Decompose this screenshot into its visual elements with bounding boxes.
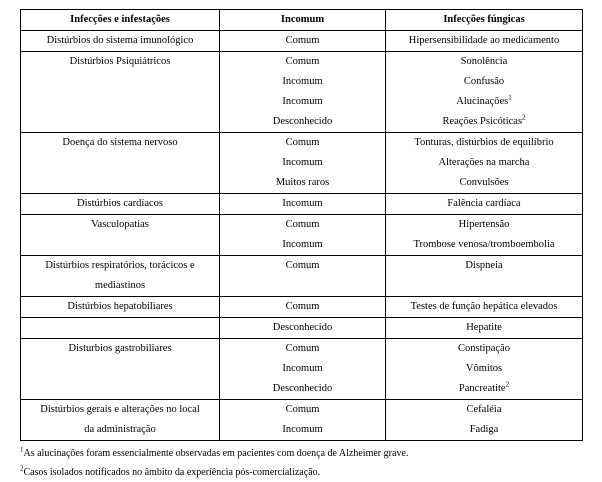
category-text: Disturbios gastrobiliares [68, 343, 172, 354]
category-cell [21, 194, 220, 215]
reaction-line [389, 112, 579, 132]
reaction-text: Sonolência [460, 56, 508, 67]
footnote-ref: 2 [522, 113, 526, 122]
category-text: Distúrbios hepatobiliares [67, 301, 173, 312]
frequency-text: Desconhecido [272, 383, 333, 394]
table-header-row [21, 10, 583, 31]
category-text: mediastinos [94, 280, 146, 291]
reaction-text: Convulsões [459, 177, 509, 188]
frequency-text: Incomum [282, 424, 323, 435]
reaction-text: Reações Psicóticas [442, 116, 523, 127]
table-row [21, 339, 583, 400]
category-text: Distúrbios cardíacos [76, 198, 164, 209]
frequency-text: Incomum [282, 198, 323, 209]
table-body [21, 31, 583, 441]
reaction-line [389, 173, 579, 193]
footnote-marker: 2 [20, 464, 24, 473]
frequency-text: Comum [285, 219, 320, 230]
reaction-text: Alterações na marcha [438, 157, 530, 168]
reaction-cell [386, 52, 583, 133]
category-cell [21, 256, 220, 297]
reaction-line [389, 379, 579, 399]
frequency-text: Incomum [282, 363, 323, 374]
category-text: Vasculopatias [91, 219, 149, 230]
footnote-marker: 1 [20, 445, 24, 454]
frequency-cell [220, 133, 386, 194]
category-cell [21, 31, 220, 52]
reaction-line [389, 297, 579, 317]
adverse-reactions-table [20, 9, 583, 441]
category-text: Distúrbios gerais e alterações no local [40, 404, 200, 415]
reaction-cell [386, 31, 583, 52]
frequency-cell [220, 215, 386, 256]
reaction-text: Vômitos [465, 363, 503, 374]
frequency-cell [220, 297, 386, 318]
reaction-line [389, 153, 579, 173]
frequency-text: Muitos raros [275, 177, 330, 188]
table-row [21, 215, 583, 256]
frequency-text: Comum [285, 56, 320, 67]
frequency-cell [220, 256, 386, 297]
frequency-text: Comum [285, 343, 320, 354]
reaction-text: Testes de função hepática elevados [410, 301, 558, 312]
reaction-text: Dispneia [465, 260, 503, 271]
table-row [21, 318, 583, 339]
table-row [21, 133, 583, 194]
table-row [21, 52, 583, 133]
table-row [21, 256, 583, 297]
reaction-line [389, 133, 579, 153]
table-row [21, 297, 583, 318]
header-frequency: Incomum [220, 10, 386, 31]
category-text [24, 318, 216, 338]
reaction-line [389, 359, 579, 379]
reaction-cell [386, 133, 583, 194]
frequency-text: Incomum [282, 157, 323, 168]
frequency-text: Comum [285, 404, 320, 415]
category-text: Doença do sistema nervoso [62, 137, 178, 148]
reaction-cell [386, 215, 583, 256]
frequency-text: Incomum [282, 96, 323, 107]
reaction-line [389, 235, 579, 255]
frequency-cell [220, 194, 386, 215]
frequency-text: Comum [285, 301, 320, 312]
category-cell [21, 400, 220, 441]
table-row [21, 31, 583, 52]
reaction-text: Tonturas, distúrbios de equilíbrio [414, 137, 554, 148]
frequency-cell [220, 318, 386, 339]
reaction-cell [386, 318, 583, 339]
footnote-text: Casos isolados notificados no âmbito da experiência pós-comercialização. [23, 467, 321, 478]
footnote-ref: 2 [505, 380, 510, 389]
reaction-cell [386, 400, 583, 441]
reaction-line [389, 400, 579, 420]
frequency-text: Incomum [282, 239, 323, 250]
reaction-text: Hipersensibilidade ao medicamento [408, 35, 560, 46]
frequency-cell [220, 339, 386, 400]
reaction-line [389, 256, 579, 276]
reaction-line [389, 339, 579, 359]
footnotes [20, 444, 582, 482]
document [20, 9, 582, 482]
header-reaction: Infecções fúngicas [386, 10, 583, 31]
reaction-line [389, 92, 579, 112]
reaction-text: Alucinações [456, 96, 509, 107]
category-cell [21, 215, 220, 256]
frequency-text: Comum [285, 260, 320, 271]
reaction-cell [386, 297, 583, 318]
frequency-cell [220, 31, 386, 52]
category-text: Distúrbios do sistema imunológico [46, 35, 194, 46]
reaction-cell [386, 194, 583, 215]
frequency-cell [220, 52, 386, 133]
reaction-line [389, 52, 579, 72]
table-row [21, 400, 583, 441]
frequency-text: Desconhecido [272, 116, 333, 127]
reaction-text: Fadiga [469, 424, 499, 435]
frequency-cell [220, 400, 386, 441]
reaction-text: Hipertensão [458, 219, 510, 230]
category-cell [21, 339, 220, 400]
footnote-ref: 1 [508, 93, 512, 102]
footnote-1 [20, 444, 582, 463]
frequency-text: Comum [285, 35, 320, 46]
table-row [21, 194, 583, 215]
frequency-text: Incomum [282, 76, 323, 87]
reaction-text: Cefaléia [466, 404, 502, 415]
reaction-line [389, 31, 579, 51]
category-cell [21, 52, 220, 133]
reaction-text: Confusão [463, 76, 505, 87]
category-cell [21, 297, 220, 318]
reaction-cell [386, 256, 583, 297]
reaction-text: Hepatite [466, 322, 502, 333]
reaction-line [389, 318, 579, 338]
category-cell [21, 133, 220, 194]
reaction-cell [386, 339, 583, 400]
reaction-line [389, 215, 579, 235]
category-text: da administração [84, 424, 156, 435]
reaction-text: Pancreatite [458, 383, 506, 394]
reaction-line [389, 420, 579, 440]
reaction-line [389, 194, 579, 214]
frequency-text: Comum [285, 137, 320, 148]
frequency-text: Desconhecido [272, 322, 333, 333]
reaction-text: Trombose venosa/tromboembolia [413, 239, 555, 250]
footnote-2 [20, 463, 582, 482]
reaction-text: Constipação [458, 343, 510, 354]
reaction-text: Falência cardíaca [447, 198, 521, 209]
reaction-line [389, 72, 579, 92]
footnote-text: As alucinações foram essencialmente observadas em pacientes com doença de Alzheimer grave. [23, 448, 409, 459]
header-category: Infecções e infestações [21, 10, 220, 31]
category-cell [21, 318, 220, 339]
category-text: Distúrbios respiratórios, torácicos e [45, 260, 195, 271]
category-text: Distúrbios Psiquiátricos [69, 56, 171, 67]
